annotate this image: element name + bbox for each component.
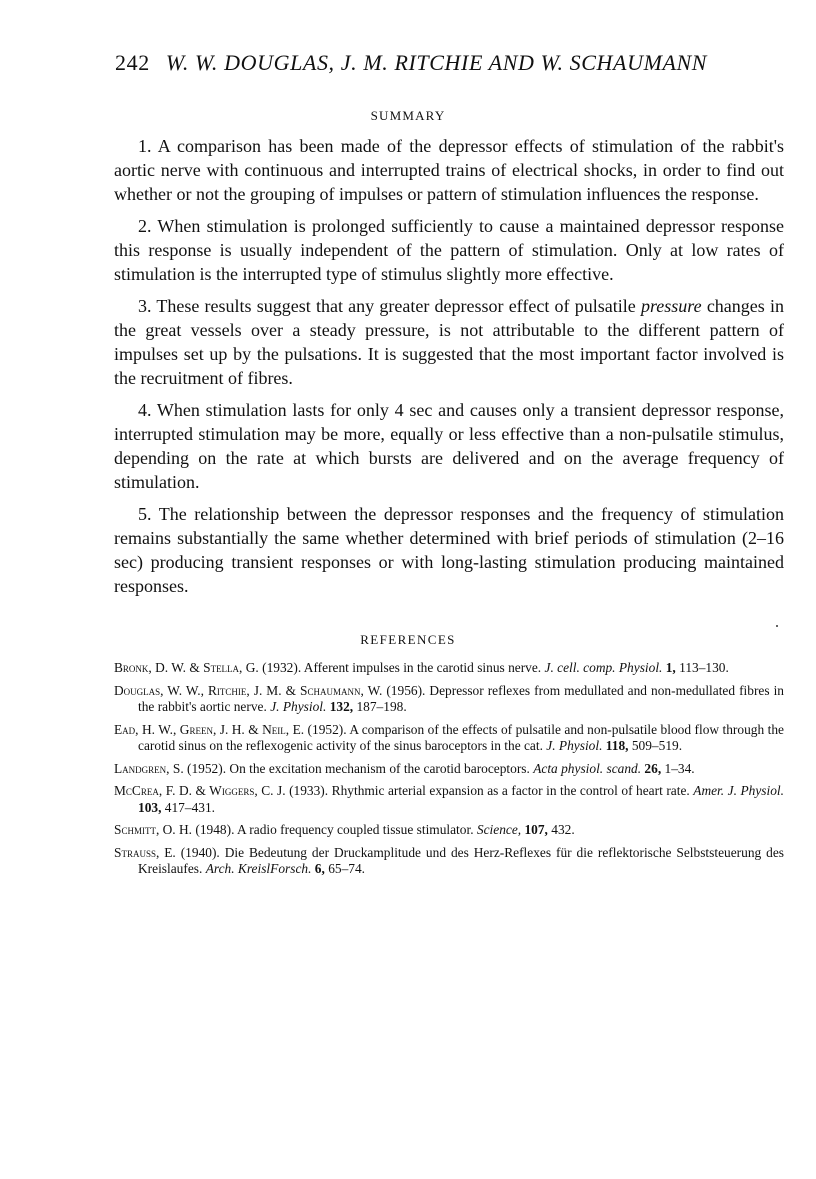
reference-item: Bronk, D. W. & Stella, G. (1932). Afferent impulses in the carotid sinus nerve. J. cell. comp. Physiol. 1, 113–130. bbox=[114, 660, 729, 675]
running-header bbox=[115, 50, 795, 76]
summary-paragraph: 4. When stimulation lasts for only 4 sec and causes only a transient depressor response, interrupted stimulation may be more, equally or less effective than a non-pulsatile stimulus, depending on the rate at which bursts are delivered and on the average frequency of stimulation. bbox=[114, 400, 784, 492]
summary-paragraph: 3. These results suggest that any greater depressor effect of pulsatile pressure changes in the great vessels over a steady pressure, is not attributable to the different pattern of impulses set up by the pulsations. It is suggested that the most important factor involved is the recruitment of fibres. bbox=[114, 296, 784, 388]
reference-item: Strauss, E. (1940). Die Bedeutung der Druckamplitude und des Herz-Reflexes für die reflektorische Selbststeuerung des Kreislaufes. Arch. KreislForsch. 6, 65–74. bbox=[114, 844, 784, 876]
running-header-authors: W. W. DOUGLAS, J. M. RITCHIE AND W. SCHAUMANN bbox=[165, 50, 708, 75]
references-list bbox=[114, 660, 784, 884]
references-heading: REFERENCES bbox=[360, 632, 456, 647]
reference-item: McCrea, F. D. & Wiggers, C. J. (1933). Rhythmic arterial expansion as a factor in the control of heart rate. Amer. J. Physiol. 103, 417–431. bbox=[114, 783, 784, 815]
summary-paragraph: 5. The relationship between the depressor responses and the frequency of stimulation remains substantially the same whether determined with brief periods of stimulation (2–16 sec) producing transient responses or with long-lasting stimulation producing maintained responses. bbox=[114, 504, 784, 596]
stray-mark bbox=[776, 625, 778, 627]
summary-section bbox=[114, 134, 784, 606]
summary-paragraph: 2. When stimulation is prolonged sufficiently to cause a maintained depressor response this response is usually independent of the pattern of stimulation. Only at low rates of stimulation is the interrupted type of stimulus slightly more effective. bbox=[114, 216, 784, 284]
reference-item: Douglas, W. W., Ritchie, J. M. & Schaumann, W. (1956). Depressor reflexes from medullated and non-medullated fibres in the rabbit's aortic nerve. J. Physiol. 132, 187–198. bbox=[114, 682, 784, 714]
emphasis-text: pressure bbox=[640, 296, 702, 316]
summary-heading: SUMMARY bbox=[370, 108, 446, 123]
reference-item: Ead, H. W., Green, J. H. & Neil, E. (1952). A comparison of the effects of pulsatile and non-pulsatile blood flow through the carotid sinus on the reflexogenic activity of the sinus baroceptors in the cat. J. Physiol. 118, 509–519. bbox=[114, 721, 784, 753]
page-number: 242 bbox=[115, 50, 150, 75]
reference-item: Schmitt, O. H. (1948). A radio frequency coupled tissue stimulator. Science, 107, 432. bbox=[114, 822, 575, 837]
reference-item: Landgren, S. (1952). On the excitation mechanism of the carotid baroceptors. Acta physiol. scand. 26, 1–34. bbox=[114, 760, 695, 776]
summary-paragraph: 1. A comparison has been made of the depressor effects of stimulation of the rabbit's aortic nerve with continuous and interrupted trains of electrical shocks, in order to find out whether or not the grouping of impulses or pattern of stimulation influences the response. bbox=[114, 136, 784, 204]
